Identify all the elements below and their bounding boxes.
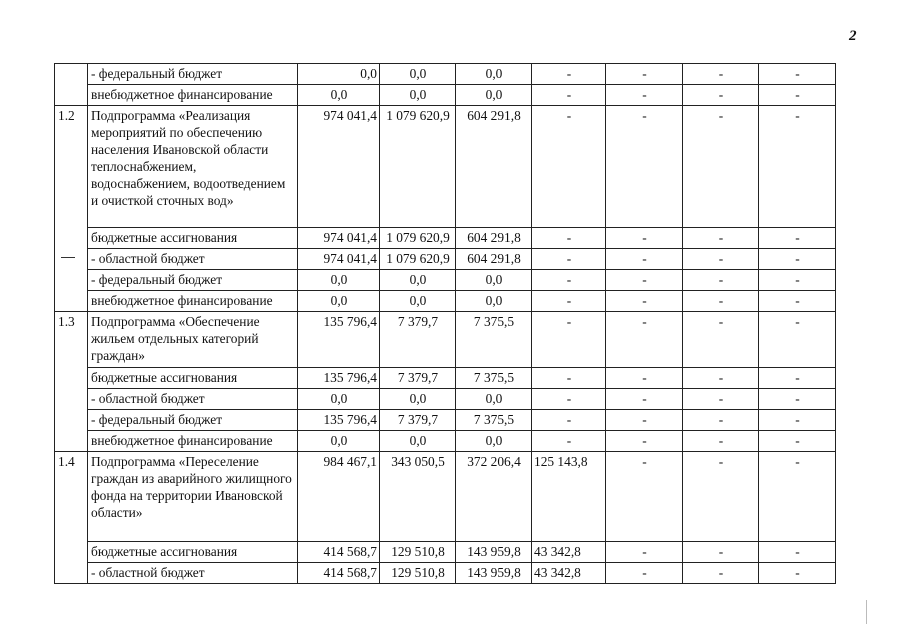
table-row xyxy=(55,452,836,542)
value-cell-1: 974 041,4 xyxy=(298,228,380,249)
value-cell-2: 0,0 xyxy=(380,389,456,410)
value-cell-1: 0,0 xyxy=(298,431,380,452)
description-cell: - областной бюджет xyxy=(88,563,298,584)
dash-cell: - xyxy=(683,563,759,584)
description-cell: - областной бюджет xyxy=(88,249,298,270)
description-cell: бюджетные ассигнования xyxy=(88,542,298,563)
value-cell-2: 0,0 xyxy=(380,270,456,291)
value-cell-4: - xyxy=(532,368,606,389)
description-cell: внебюджетное финансирование xyxy=(88,85,298,106)
description-cell: внебюджетное финансирование xyxy=(88,291,298,312)
dash-cell: - xyxy=(606,64,683,85)
value-cell-4: 125 143,8 xyxy=(532,452,606,542)
row-number-cell xyxy=(55,64,88,106)
dash-cell: - xyxy=(683,452,759,542)
value-cell-1: 974 041,4 xyxy=(298,106,380,228)
value-cell-2: 0,0 xyxy=(380,64,456,85)
budget-table xyxy=(54,63,836,584)
dash-cell: - xyxy=(759,312,836,368)
dash-cell: - xyxy=(759,85,836,106)
table-row xyxy=(55,368,836,389)
value-cell-2: 343 050,5 xyxy=(380,452,456,542)
value-cell-2: 7 379,7 xyxy=(380,312,456,368)
table-row xyxy=(55,431,836,452)
value-cell-3: 0,0 xyxy=(456,85,532,106)
scan-artifact-line xyxy=(866,600,867,624)
dash-cell: - xyxy=(683,291,759,312)
dash-cell: - xyxy=(606,410,683,431)
dash-cell: - xyxy=(759,64,836,85)
row-number-cell: 1.2 xyxy=(55,106,88,312)
description-cell: - федеральный бюджет xyxy=(88,64,298,85)
dash-cell: - xyxy=(683,106,759,228)
value-cell-1: 414 568,7 xyxy=(298,542,380,563)
dash-cell: - xyxy=(606,542,683,563)
dash-cell: - xyxy=(683,312,759,368)
dash-cell: - xyxy=(759,270,836,291)
table-row xyxy=(55,64,836,85)
dash-cell: - xyxy=(683,228,759,249)
dash-cell: - xyxy=(606,452,683,542)
value-cell-4: - xyxy=(532,431,606,452)
dash-cell: - xyxy=(759,249,836,270)
margin-dash-mark xyxy=(61,257,75,258)
value-cell-4: - xyxy=(532,64,606,85)
dash-cell: - xyxy=(759,431,836,452)
value-cell-2: 1 079 620,9 xyxy=(380,228,456,249)
dash-cell: - xyxy=(683,270,759,291)
dash-cell: - xyxy=(759,106,836,228)
dash-cell: - xyxy=(759,389,836,410)
value-cell-1: 0,0 xyxy=(298,85,380,106)
value-cell-4: - xyxy=(532,270,606,291)
dash-cell: - xyxy=(759,291,836,312)
dash-cell: - xyxy=(759,452,836,542)
description-cell: Подпрограмма «Реализация мероприятий по обеспечению населения Ивановской области теплоснабжением, водоснабжением, водоотведением и очисткой сточных вод» xyxy=(88,106,298,228)
table-row xyxy=(55,228,836,249)
dash-cell: - xyxy=(683,85,759,106)
value-cell-3: 7 375,5 xyxy=(456,410,532,431)
value-cell-2: 0,0 xyxy=(380,431,456,452)
row-number-cell: 1.3 xyxy=(55,312,88,452)
dash-cell: - xyxy=(759,368,836,389)
value-cell-4: 43 342,8 xyxy=(532,563,606,584)
value-cell-1: 135 796,4 xyxy=(298,410,380,431)
value-cell-2: 7 379,7 xyxy=(380,368,456,389)
dash-cell: - xyxy=(683,64,759,85)
dash-cell: - xyxy=(606,106,683,228)
value-cell-3: 604 291,8 xyxy=(456,106,532,228)
dash-cell: - xyxy=(606,228,683,249)
value-cell-3: 0,0 xyxy=(456,431,532,452)
value-cell-4: - xyxy=(532,106,606,228)
dash-cell: - xyxy=(606,389,683,410)
table-row xyxy=(55,542,836,563)
value-cell-1: 0,0 xyxy=(298,291,380,312)
page-number: 2 xyxy=(849,28,857,44)
table-row xyxy=(55,270,836,291)
dash-cell: - xyxy=(606,431,683,452)
dash-cell: - xyxy=(606,270,683,291)
dash-cell: - xyxy=(606,249,683,270)
value-cell-3: 0,0 xyxy=(456,270,532,291)
value-cell-2: 7 379,7 xyxy=(380,410,456,431)
dash-cell: - xyxy=(759,228,836,249)
table-row xyxy=(55,563,836,584)
value-cell-3: 0,0 xyxy=(456,291,532,312)
table-row xyxy=(55,85,836,106)
dash-cell: - xyxy=(606,85,683,106)
dash-cell: - xyxy=(683,389,759,410)
value-cell-1: 0,0 xyxy=(298,64,380,85)
dash-cell: - xyxy=(683,410,759,431)
table-row xyxy=(55,389,836,410)
dash-cell: - xyxy=(683,249,759,270)
description-cell: Подпрограмма «Переселение граждан из аварийного жилищного фонда на территории Ивановской области» xyxy=(88,452,298,542)
dash-cell: - xyxy=(759,542,836,563)
value-cell-4: - xyxy=(532,228,606,249)
value-cell-4: - xyxy=(532,312,606,368)
dash-cell: - xyxy=(759,410,836,431)
description-cell: - федеральный бюджет xyxy=(88,410,298,431)
value-cell-4: - xyxy=(532,291,606,312)
value-cell-3: 7 375,5 xyxy=(456,368,532,389)
value-cell-3: 7 375,5 xyxy=(456,312,532,368)
value-cell-2: 129 510,8 xyxy=(380,563,456,584)
dash-cell: - xyxy=(606,312,683,368)
value-cell-1: 0,0 xyxy=(298,389,380,410)
dash-cell: - xyxy=(683,368,759,389)
row-number-cell: 1.4 xyxy=(55,452,88,584)
value-cell-4: 43 342,8 xyxy=(532,542,606,563)
value-cell-1: 135 796,4 xyxy=(298,368,380,389)
value-cell-2: 0,0 xyxy=(380,291,456,312)
dash-cell: - xyxy=(606,291,683,312)
value-cell-4: - xyxy=(532,389,606,410)
value-cell-1: 414 568,7 xyxy=(298,563,380,584)
table-row xyxy=(55,106,836,228)
description-cell: внебюджетное финансирование xyxy=(88,431,298,452)
dash-cell: - xyxy=(606,368,683,389)
value-cell-3: 0,0 xyxy=(456,64,532,85)
value-cell-1: 974 041,4 xyxy=(298,249,380,270)
value-cell-2: 0,0 xyxy=(380,85,456,106)
value-cell-4: - xyxy=(532,249,606,270)
value-cell-3: 143 959,8 xyxy=(456,542,532,563)
table-row xyxy=(55,291,836,312)
value-cell-1: 0,0 xyxy=(298,270,380,291)
table-row xyxy=(55,249,836,270)
value-cell-1: 135 796,4 xyxy=(298,312,380,368)
table-row xyxy=(55,410,836,431)
dash-cell: - xyxy=(759,563,836,584)
value-cell-3: 604 291,8 xyxy=(456,249,532,270)
value-cell-3: 0,0 xyxy=(456,389,532,410)
value-cell-3: 372 206,4 xyxy=(456,452,532,542)
value-cell-3: 143 959,8 xyxy=(456,563,532,584)
description-cell: бюджетные ассигнования xyxy=(88,228,298,249)
value-cell-1: 984 467,1 xyxy=(298,452,380,542)
dash-cell: - xyxy=(606,563,683,584)
dash-cell: - xyxy=(683,542,759,563)
dash-cell: - xyxy=(683,431,759,452)
description-cell: - областной бюджет xyxy=(88,389,298,410)
value-cell-4: - xyxy=(532,85,606,106)
description-cell: Подпрограмма «Обеспечение жильем отдельных категорий граждан» xyxy=(88,312,298,368)
value-cell-4: - xyxy=(532,410,606,431)
value-cell-2: 1 079 620,9 xyxy=(380,106,456,228)
value-cell-2: 1 079 620,9 xyxy=(380,249,456,270)
description-cell: бюджетные ассигнования xyxy=(88,368,298,389)
table-row xyxy=(55,312,836,368)
value-cell-2: 129 510,8 xyxy=(380,542,456,563)
description-cell: - федеральный бюджет xyxy=(88,270,298,291)
value-cell-3: 604 291,8 xyxy=(456,228,532,249)
